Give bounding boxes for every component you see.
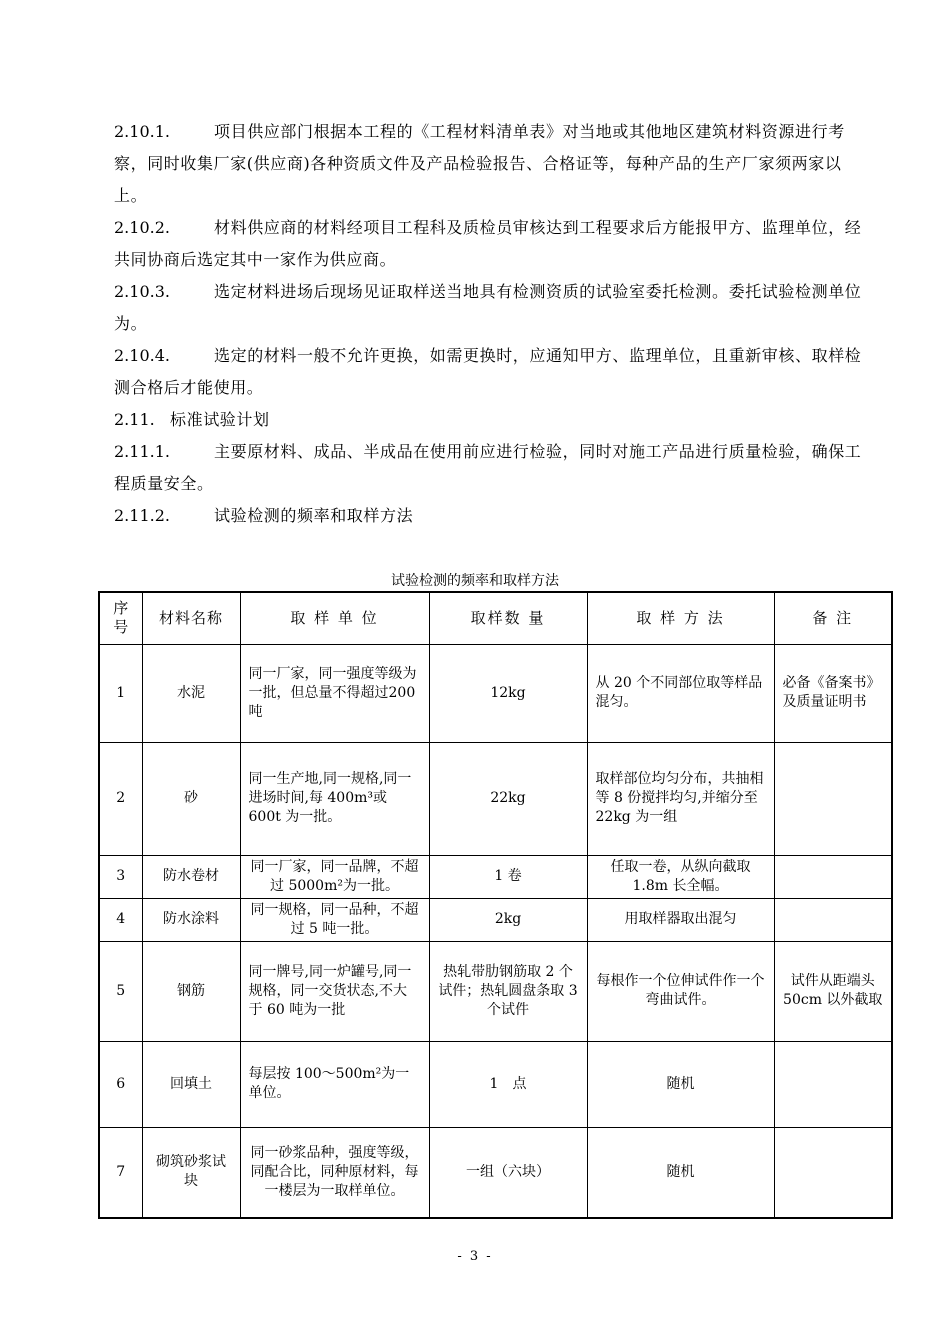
cell-material: 回填土 [142, 1041, 240, 1127]
cell-sample-method: 从 20 个不同部位取等样品混匀。 [587, 644, 774, 742]
cell-sample-qty: 1 卷 [429, 855, 587, 898]
cell-material: 砂 [142, 742, 240, 855]
header-remarks: 备 注 [774, 592, 892, 644]
header-sample-qty: 取样数 量 [429, 592, 587, 644]
table-header-row [99, 592, 892, 644]
cell-seq: 2 [99, 742, 142, 855]
cell-seq: 7 [99, 1127, 142, 1218]
section-number: 2.11.2. [114, 506, 170, 525]
header-sample-method: 取 样 方 法 [587, 592, 774, 644]
cell-sample-qty: 22kg [429, 742, 587, 855]
cell-remarks [774, 1041, 892, 1127]
cell-seq: 6 [99, 1041, 142, 1127]
section-number: 2.11. [114, 410, 155, 429]
cell-sample-method: 每根作一个位伸试件作一个弯曲试件。 [587, 941, 774, 1041]
cell-material: 砌筑砂浆试块 [142, 1127, 240, 1218]
cell-remarks [774, 1127, 892, 1218]
heading-2-11 [114, 404, 862, 436]
table-row [99, 1127, 892, 1218]
cell-sample-unit: 同一牌号,同一炉罐号,同一规格，同一交货状态,不大于 60 吨为一批 [240, 941, 429, 1041]
page-number: - 3 - [457, 1249, 493, 1264]
cell-sample-qty: 2kg [429, 898, 587, 941]
cell-sample-unit: 同一砂浆品种，强度等级，同配合比，同种原材料，每一楼层为一取样单位。 [240, 1127, 429, 1218]
cell-sample-qty: 一组（六块） [429, 1127, 587, 1218]
cell-sample-unit: 同一规格，同一品种，不超过 5 吨一批。 [240, 898, 429, 941]
cell-remarks: 必备《备案书》及质量证明书 [774, 644, 892, 742]
cell-sample-method: 用取样器取出混匀 [587, 898, 774, 941]
header-seq: 序号 [99, 592, 142, 644]
cell-sample-qty: 热轧带肋钢筋取 2 个试件；热轧圆盘条取 3 个试件 [429, 941, 587, 1041]
cell-remarks: 试件从距端头 50cm 以外截取 [774, 941, 892, 1041]
paragraph-2-10-1 [114, 116, 862, 212]
paragraph-text: 选定的材料一般不允许更换，如需更换时，应通知甲方、监理单位，且重新审核、取样检测合格后才能使用。 [114, 346, 862, 397]
cell-sample-method: 随机 [587, 1127, 774, 1218]
table-row [99, 855, 892, 898]
heading-text: 标准试验计划 [170, 410, 270, 429]
paragraph-text: 项目供应部门根据本工程的《工程材料清单表》对当地或其他地区建筑材料资源进行考察，同时收集厂家(供应商)各种资质文件及产品检验报告、合格证等，每种产品的生产厂家须两家以上。 [114, 122, 845, 205]
paragraph-2-10-4 [114, 340, 862, 404]
table-row [99, 1041, 892, 1127]
section-number: 2.11.1. [114, 442, 170, 461]
table-row [99, 941, 892, 1041]
paragraph-text: 选定材料进场后现场见证取样送当地具有检测资质的试验室委托检测。委托试验检测单位为。 [114, 282, 862, 333]
paragraph-text: 主要原材料、成品、半成品在使用前应进行检验，同时对施工产品进行质量检验，确保工程质量安全。 [114, 442, 862, 493]
table-row [99, 742, 892, 855]
cell-material: 防水卷材 [142, 855, 240, 898]
cell-sample-unit: 同一厂家，同一强度等级为一批，但总量不得超过200吨 [240, 644, 429, 742]
section-number: 2.10.2. [114, 218, 170, 237]
cell-sample-method: 任取一卷，从纵向截取1.8m 长全幅。 [587, 855, 774, 898]
cell-material: 水泥 [142, 644, 240, 742]
paragraph-text: 材料供应商的材料经项目工程科及质检员审核达到工程要求后方能报甲方、监理单位，经共同协商后选定其中一家作为供应商。 [114, 218, 862, 269]
table-row [99, 644, 892, 742]
cell-remarks [774, 898, 892, 941]
cell-seq: 1 [99, 644, 142, 742]
cell-seq: 5 [99, 941, 142, 1041]
cell-sample-unit: 同一生产地,同一规格,同一进场时间,每 400m³或 600t 为一批。 [240, 742, 429, 855]
paragraph-2-11-2 [114, 500, 862, 532]
cell-sample-qty: 1 点 [429, 1041, 587, 1127]
sampling-table [98, 591, 893, 1219]
paragraph-text: 试验检测的频率和取样方法 [214, 506, 414, 525]
table-row [99, 898, 892, 941]
section-number: 2.10.3. [114, 282, 170, 301]
header-sample-unit: 取 样 单 位 [240, 592, 429, 644]
cell-material: 钢筋 [142, 941, 240, 1041]
section-number: 2.10.4. [114, 346, 170, 365]
cell-seq: 3 [99, 855, 142, 898]
cell-sample-qty: 12kg [429, 644, 587, 742]
cell-remarks [774, 742, 892, 855]
section-number: 2.10.1. [114, 122, 170, 141]
cell-sample-method: 取样部位均匀分布，共抽相等 8 份搅拌均匀,并缩分至 22kg 为一组 [587, 742, 774, 855]
paragraph-2-10-3 [114, 276, 862, 340]
cell-material: 防水涂料 [142, 898, 240, 941]
paragraph-2-10-2 [114, 212, 862, 276]
cell-sample-unit: 同一厂家，同一品牌，不超过 5000m²为一批。 [240, 855, 429, 898]
header-material: 材料名称 [142, 592, 240, 644]
cell-seq: 4 [99, 898, 142, 941]
table-caption: 试验检测的频率和取样方法 [391, 573, 559, 589]
paragraph-2-11-1 [114, 436, 862, 500]
cell-remarks [774, 855, 892, 898]
cell-sample-method: 随机 [587, 1041, 774, 1127]
cell-sample-unit: 每层按 100～500m²为一单位。 [240, 1041, 429, 1127]
